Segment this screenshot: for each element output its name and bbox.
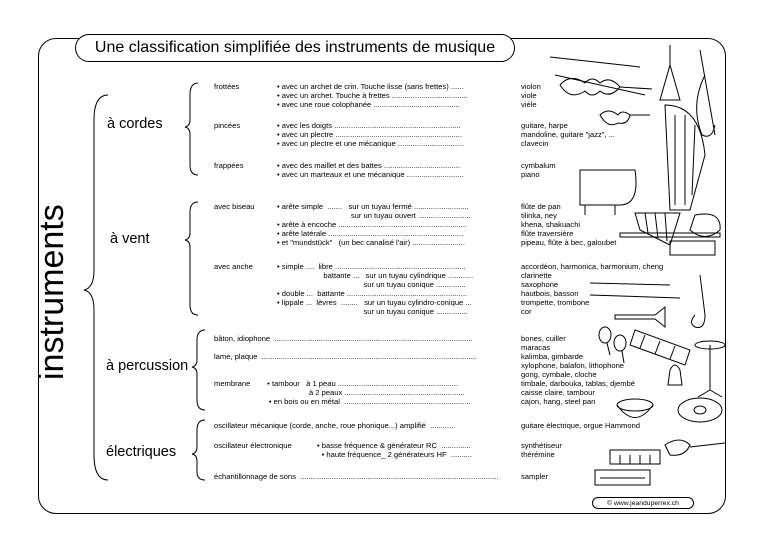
row-description: • avec des maillet et des battes .................................... xyxy=(277,161,460,170)
category-percussion: à percussion xyxy=(106,358,189,374)
row-subcategory: avec biseau xyxy=(214,202,255,211)
electriques-bracket xyxy=(192,420,205,480)
row-instruments: viole xyxy=(521,91,537,100)
row-description: • lippale ... lèvres ........ sur un tuyau cylindro-conique ... xyxy=(277,298,472,307)
guitar-icon xyxy=(600,111,650,125)
row-description: • avec les doigts ............................................................ xyxy=(277,121,461,130)
pan-flute-icon xyxy=(635,213,680,245)
row-instruments: xylophone, balafon, lithophone xyxy=(521,361,625,370)
sampler-icon xyxy=(595,470,650,485)
row-instruments: pipeau, flûte à bec, galoubet xyxy=(521,238,617,247)
copyright[interactable]: © www.jeanduperrex.ch xyxy=(592,497,694,509)
saxophone-icon xyxy=(692,275,706,328)
main-bracket xyxy=(84,95,108,480)
category-vent: à vent xyxy=(110,231,150,247)
row-instruments: guitare électrique, orgue Hammond xyxy=(521,421,641,430)
balalaika-icon xyxy=(660,45,680,100)
row-instruments: piano xyxy=(521,170,540,179)
page-title: Une classification simplifiée des instruments de musique xyxy=(75,34,515,62)
violin-icon xyxy=(555,75,652,95)
row-description: sur un tuyau ouvert ......................... xyxy=(277,211,471,220)
row-instruments: accordéon, harmonica, harmonium, cheng xyxy=(521,262,664,271)
row-subcategory: frappées xyxy=(214,161,244,170)
row-description: • arête simple ....... sur un tuyau fermé .......................... xyxy=(277,202,469,211)
xylophone-icon xyxy=(630,330,690,365)
bell-icon xyxy=(668,365,682,385)
row-description: • avec un marteaux et une mécanique ........................... xyxy=(277,170,464,179)
row-description: bâton, idiophone .............................................................................................. xyxy=(214,334,473,343)
row-instruments: mandoline, guitare "jazz", ... xyxy=(521,130,616,139)
row-instruments: flûte traversière xyxy=(521,229,574,238)
row-description: • arête latérale ................................................................ xyxy=(277,229,464,238)
row-instruments: tilinka, ney xyxy=(521,211,557,220)
row-description: oscillateur électronique • basse fréquence & générateur RC .............. xyxy=(214,441,471,450)
vent-bracket xyxy=(185,202,198,315)
category-cordes: à cordes xyxy=(107,116,163,132)
row-instruments: trompette, trombone xyxy=(521,298,590,307)
row-instruments: thérémine xyxy=(521,450,555,459)
cordes-bracket xyxy=(185,83,198,175)
row-description: • avec un plectre et une mécanique ............................... xyxy=(277,139,464,148)
row-instruments: maracas xyxy=(521,343,551,352)
trumpet-icon xyxy=(615,307,665,327)
row-instruments: synthétiseur xyxy=(521,441,562,450)
illustrations xyxy=(540,45,730,495)
piano-icon xyxy=(580,170,636,215)
vertical-label: instruments xyxy=(33,204,71,380)
row-instruments: bones, cuiller xyxy=(521,334,566,343)
row-instruments: caisse claire, tambour xyxy=(521,388,595,397)
row-instruments: saxophone xyxy=(521,280,559,289)
row-instruments: timbale, darbouka, tablas, djembé xyxy=(521,379,635,388)
row-description: oscillateur mécanique (corde, anche, roue phonique...) amplifié ........... xyxy=(214,421,454,430)
hang-icon xyxy=(678,398,722,422)
row-subcategory: pincées xyxy=(214,121,241,130)
row-description: • avec un archet de crin. Touche lisse (sans frettes) ...... xyxy=(277,82,464,91)
harmonica-icon xyxy=(670,241,715,255)
row-description: lame, plaque ...................................................................................................... xyxy=(214,352,477,361)
row-instruments: hautbois, basson xyxy=(521,289,579,298)
row-instruments: clavecin xyxy=(521,139,549,148)
cymbal-icon xyxy=(695,341,725,397)
row-description: • avec une roue colophanée ......................................... xyxy=(277,100,460,109)
row-instruments: violon xyxy=(521,82,541,91)
row-description: • avec un archet. Touche à frettes .................................... xyxy=(277,91,468,100)
oboe-icon xyxy=(590,295,680,298)
row-description: • et "mundstück" (un bec canalisé l'air) ......................... xyxy=(277,238,466,247)
row-subcategory: frottées xyxy=(214,82,240,91)
row-description: • simple .... libre .............................................................. xyxy=(277,262,466,271)
row-description: • arête à encoche ............................................................. xyxy=(277,220,468,229)
row-description: à 2 peaux ......................................................... xyxy=(214,388,465,397)
row-description: • avec un plectre ............................................................ xyxy=(277,130,462,139)
row-instruments: guitare, harpe xyxy=(521,121,568,130)
row-instruments: cor xyxy=(521,307,532,316)
row-instruments: clarinette xyxy=(521,271,552,280)
timpani-icon xyxy=(617,399,653,418)
clarinet-icon xyxy=(590,283,670,285)
harp-icon xyxy=(665,105,705,210)
row-instruments: sampler xyxy=(521,472,549,481)
row-description: sur un tuyau conique .............. xyxy=(277,280,466,289)
category-electriques: électriques xyxy=(106,444,177,460)
row-instruments: khena, shakuachi xyxy=(521,220,581,229)
row-description: échantillonnage de sons .............................................................................................. xyxy=(214,472,499,481)
keyboard-icon xyxy=(610,450,660,464)
row-instruments: gong, cymbale, cloche xyxy=(521,370,597,379)
row-description: • double ... battante ......................................................... xyxy=(277,289,468,298)
row-instruments: vièle xyxy=(521,100,537,109)
row-description: • en bois ou en métal ............................................................ xyxy=(214,397,471,406)
electric-guitar-icon xyxy=(665,440,725,455)
percussion-bracket xyxy=(192,330,205,410)
row-description: • haute fréquence_ 2 générateurs HF .......... xyxy=(214,450,472,459)
maracas-icon xyxy=(599,327,626,363)
bow-icon xyxy=(700,50,715,135)
row-description: battante ... sur un tuyau cylindrique ............ xyxy=(277,271,474,280)
row-instruments: flûte de pan xyxy=(521,202,561,211)
row-instruments: kalimba, gimbarde xyxy=(521,352,584,361)
row-instruments: cajon, hang, steel pan xyxy=(521,397,596,406)
row-instruments: cymbalum xyxy=(521,161,556,170)
row-description: membrane • tambour à 1 peau ......................................................... xyxy=(214,379,459,388)
row-subcategory: avec anche xyxy=(214,262,253,271)
row-description: sur un tuyau conique ............... xyxy=(277,307,468,316)
